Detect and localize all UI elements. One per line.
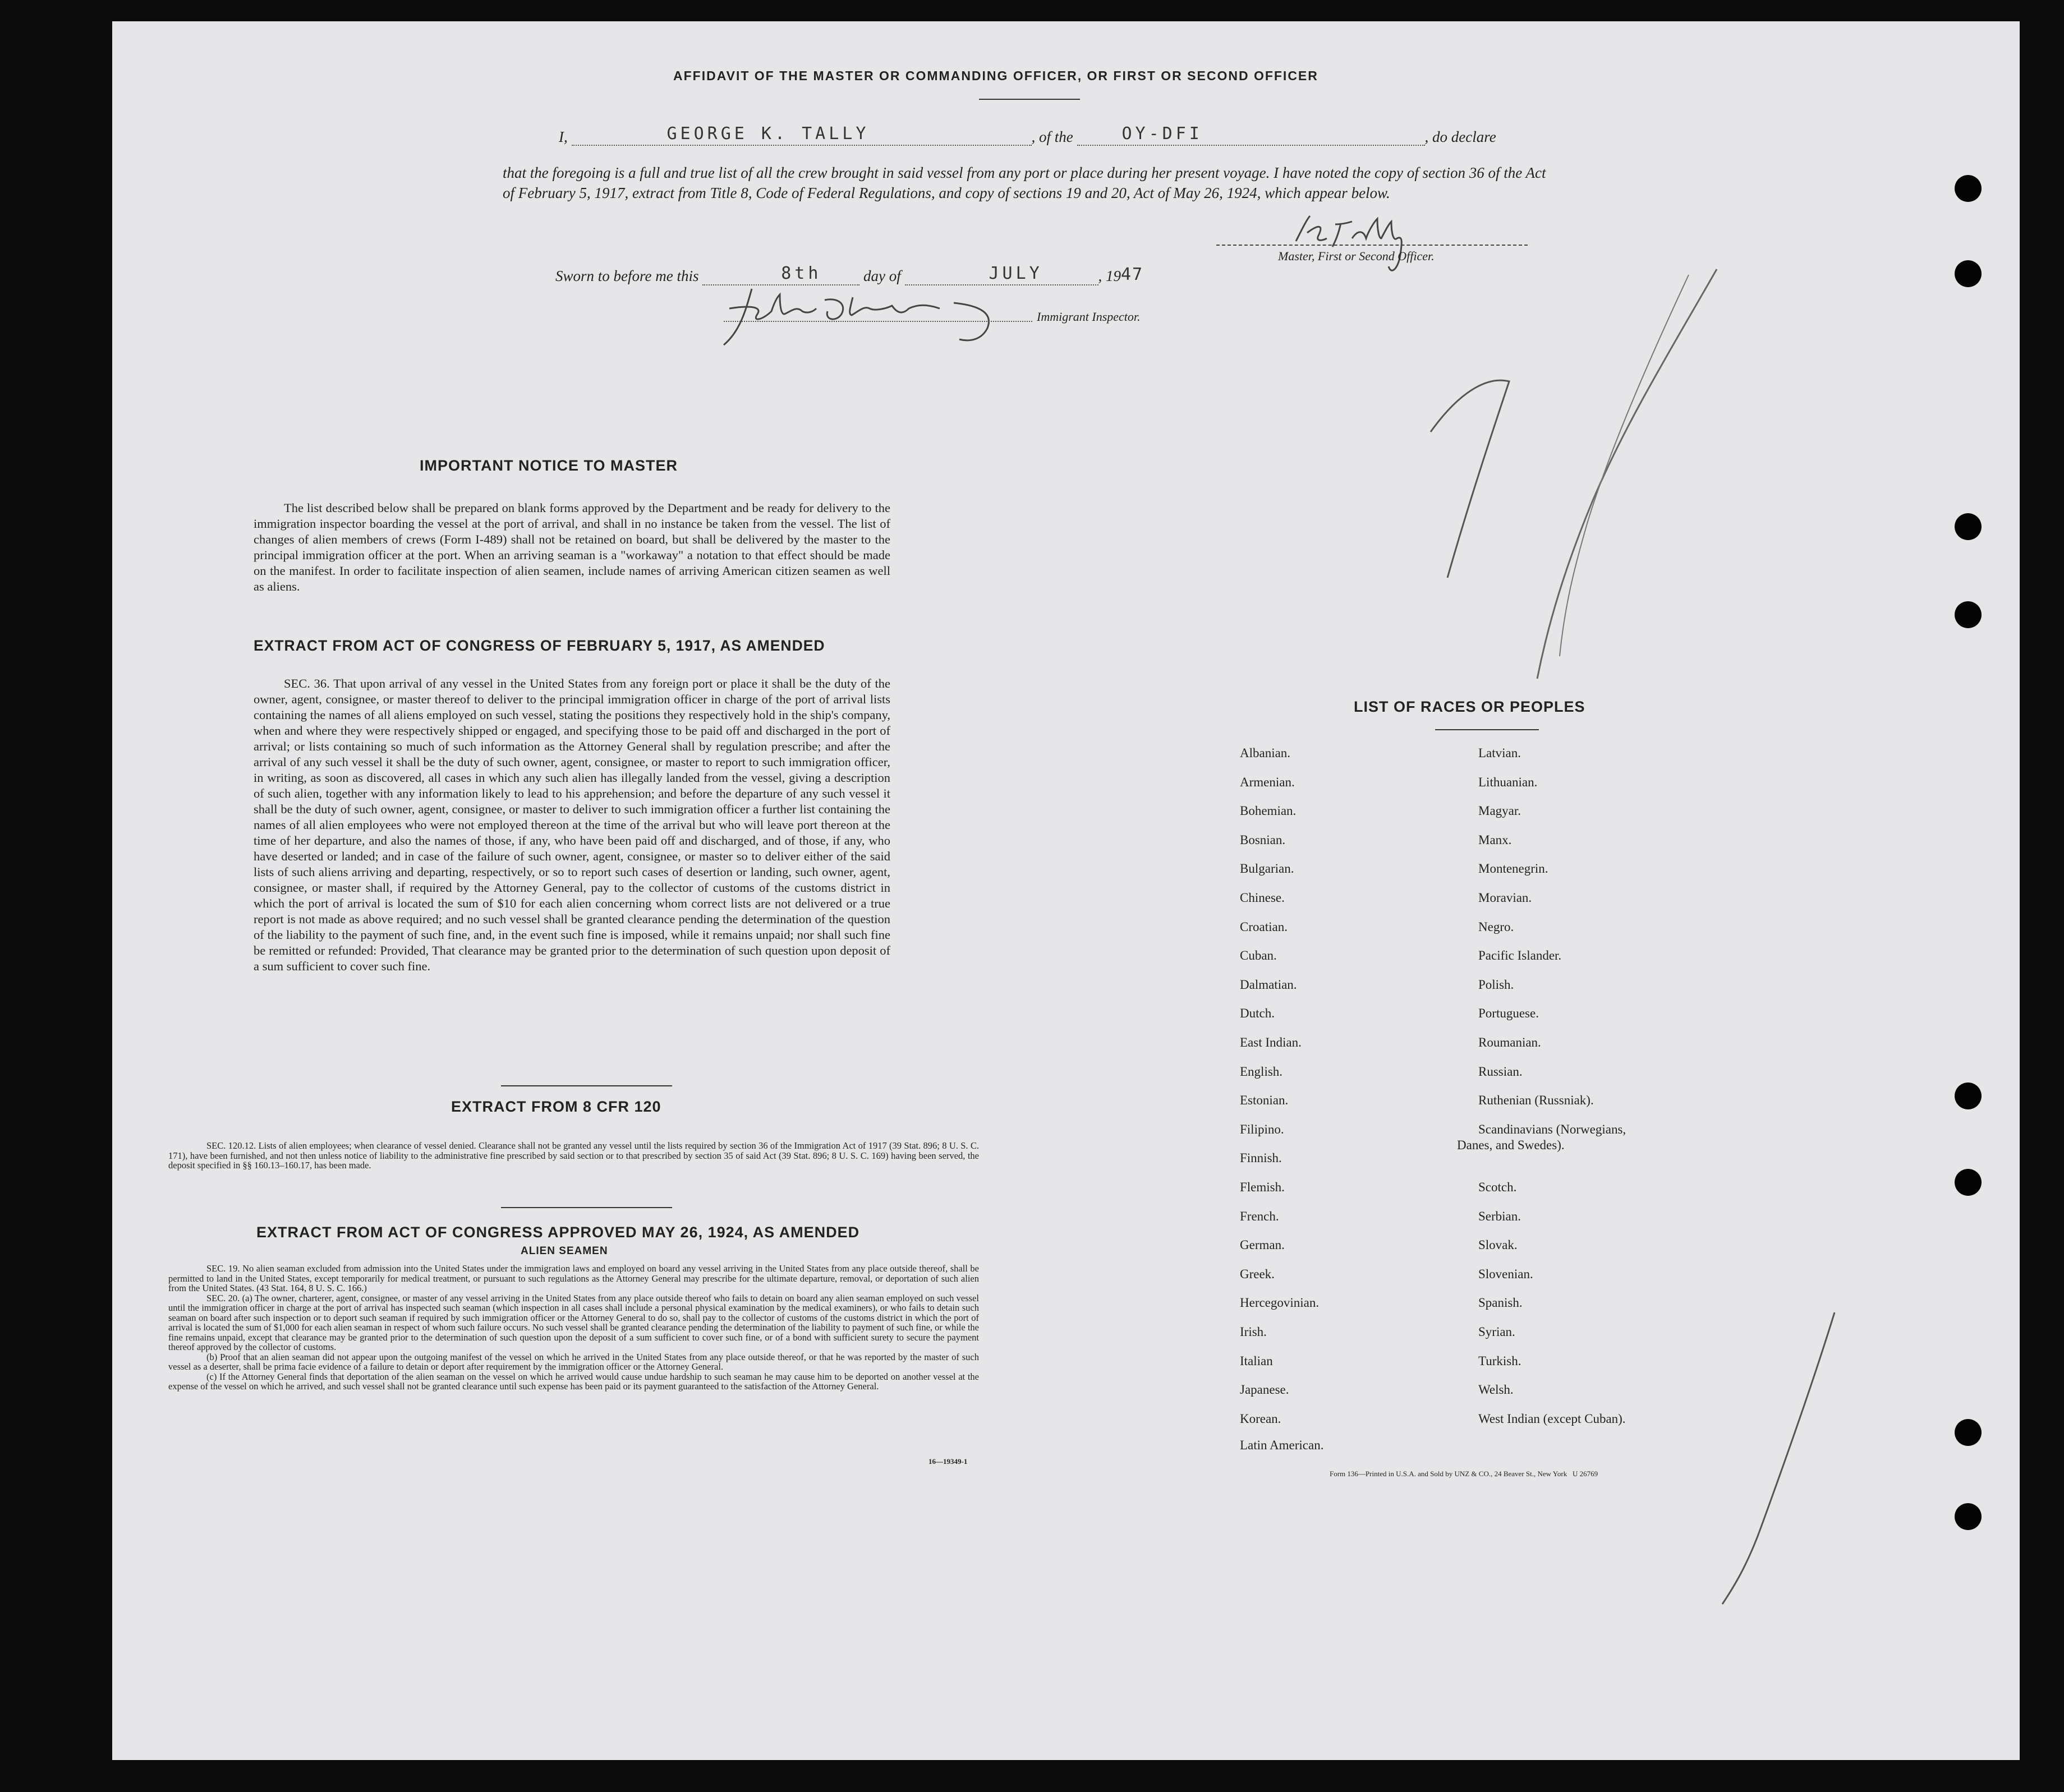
race-item: Polish. [1478,977,1514,992]
race-item: Korean. [1240,1411,1281,1426]
race-item: Cuban. [1240,948,1277,963]
form-printed-note: Form 136—Printed in U.S.A. and Sold by UNZ & CO., 24 Beaver St., New York U 26769 [1330,1469,1598,1478]
race-item: Welsh. [1478,1383,1514,1397]
race-item: Slovenian. [1478,1266,1533,1281]
binder-hole [1955,1503,1982,1530]
race-item: Greek. [1240,1266,1275,1281]
handwritten-mark [1425,264,1739,690]
race-item: Latvian. [1478,746,1521,760]
race-item: Magyar. [1478,804,1521,818]
extract-1917-text: SEC. 36. That upon arrival of any vessel in the United States from any foreign port or place it shall be the duty of the owner, agent, consignee, or master thereof to deliver to the principal immigration officer in charge of the port of arrival lists containing the names of all aliens employed on such vessel, stating the positions they respectively hold in the ship's company, when and where they were respectively shipped or engaged, and specifying those to be paid off and discharged in the port of arrival; or lists containing so much of such information as the Attorney General shall by regulation prescribe; and after the arrival of any such vessel it shall be the duty of such owner, agent, consignee, or master to report to such immigration officer, in writing, as soon as discovered, all cases in which any such alien has illegally landed from the vessel, giving a description of such alien, together with any information likely to lead to his apprehension; and before the departure of any such vessel it shall be the duty of such owner, agent, consignee, or master to deliver to such immigration officer a further list containing the names of all alien employees who were not employed thereon at the time of the arrival but who will leave port thereon at the time of her departure, and also the names of those, if any, who have been paid off and discharged, and of those, if any, who have deserted or landed; and in case of the failure of such owner, agent, consignee, or master so to deliver either of the said lists of such aliens arriving and departing, respectively, or so to report such cases of desertion or landing, such owner, agent, consignee, or master shall, if required by the Attorney General, pay to the collector of customs of the customs district in which the port of arrival is located the sum of $10 for each alien concerning whom correct lists are not delivered or a true report is not made as above required; and no such vessel shall be granted clearance pending the determination of the question of the liability to the payment of such fine, and, in the event such fine is imposed, while it remains unpaid; nor shall such fine be remitted or refunded: Provided, That clearance may be granted prior to the determination of such question upon deposit of a sum sufficient to cover such fine. [254,676,890,973]
inspector-caption: Immigrant Inspector. [1037,310,1141,324]
binder-hole [1955,175,1982,202]
i-label: I, [559,128,568,145]
extract-1917-title: EXTRACT FROM ACT OF CONGRESS OF FEBRUARY 5, 1917, AS AMENDED [254,637,825,654]
handwritten-mark [1717,1307,1840,1610]
day-handwritten: 8th [781,264,822,283]
name-handwritten: GEORGE K. TALLY [666,124,870,144]
race-item: Moravian. [1478,891,1532,905]
binder-hole [1955,1082,1982,1109]
race-item: Flemish. [1240,1180,1285,1194]
race-item: Dutch. [1240,1006,1275,1021]
vessel-field [1077,124,1425,146]
month-handwritten: JULY [989,264,1043,283]
sworn-label: Sworn to before me this [555,268,699,284]
extract-1924-body [168,1264,979,1392]
cfr-title: EXTRACT FROM 8 CFR 120 [451,1098,661,1115]
race-item: Italian [1240,1353,1273,1368]
race-item: French. [1240,1209,1279,1223]
affidavit-title: AFFIDAVIT OF THE MASTER OR COMMANDING OFFICER, OR FIRST OR SECOND OFFICER [673,68,1318,83]
divider [501,1207,672,1208]
master-signature [1285,208,1431,286]
race-item: Roumanian. [1478,1035,1541,1049]
race-item: Slovak. [1478,1238,1518,1252]
declare-label: , do declare [1424,128,1496,145]
race-item: Montenegrin. [1478,862,1548,876]
race-item: Bulgarian. [1240,862,1294,876]
race-item: Spanish. [1478,1296,1523,1310]
race-item: Negro. [1478,919,1514,934]
sec-20c-text: (c) If the Attorney General finds that deportation of the alien seaman on the vessel on which he arrived would cause undue hardship to such seaman he may cause him to be deported on another vessel at the expense of the vessel on which he arrived, and such vessel shall not be granted clearance until such expense has been paid or its payment guaranteed to the satisfaction of the Attorney General. [168,1371,979,1392]
race-item: Estonian. [1240,1093,1289,1108]
sec-20b-text: (b) Proof that an alien seaman did not appear upon the outgoing manifest of the vessel on which he arrived in the United States from any place outside thereof, or that he was reported by the master of such vessel as a deserter, shall be prima facie evidence of a failure to detain or deport after requirement by the immigration officer or the Attorney General. [168,1351,979,1372]
race-item: Scotch. [1478,1180,1517,1194]
affidavit-body: that the foregoing is a full and true list of all the crew brought in said vessel from any port or place during her present voyage. I have noted the copy of section 36 of the Act of February 5, 1917, extract from Title 8, Code of Federal Regulations, and copy of sections 19 and 20, Act of May 26, 1924, which appear below. [503,164,1546,201]
race-item: Albanian. [1240,746,1291,760]
extract-1924-subtitle: ALIEN SEAMEN [521,1245,608,1257]
race-item: Serbian. [1478,1209,1521,1223]
divider [1435,729,1539,730]
race-item: Japanese. [1240,1383,1289,1397]
race-item: Bohemian. [1240,804,1297,818]
race-item: West Indian (except Cuban). [1478,1411,1626,1426]
race-item: Syrian. [1478,1325,1515,1339]
race-item: Latin American. [1240,1438,1324,1453]
inspector-line [724,321,1032,322]
race-item: Croatian. [1240,919,1288,934]
binder-hole [1955,1169,1982,1196]
race-item: Russian. [1478,1064,1523,1079]
name-field [572,124,1032,146]
form-code: 16—19349-1 [928,1457,968,1466]
race-item: Hercegovinian. [1240,1296,1320,1310]
extract-1924-title: EXTRACT FROM ACT OF CONGRESS APPROVED MAY 26, 1924, AS AMENDED [256,1224,860,1241]
of-the-label: , of the [1031,128,1073,145]
notice-title: IMPORTANT NOTICE TO MASTER [420,457,678,474]
affidavit-declaration-line [559,124,1496,146]
year-handwritten: 47 [1121,265,1144,284]
race-item: Bosnian. [1240,832,1286,847]
race-item: Dalmatian. [1240,977,1297,992]
races-title: LIST OF RACES OR PEOPLES [1354,698,1585,715]
sec-19-text: SEC. 19. No alien seaman excluded from admission into the United States under the immigration laws and employed on board any vessel arriving in the United States from any place outside thereof, shall be permitted to land in the United States, except temporarily for medical treatment, or pursuant to such regulations as the Attorney General may prescribe for the ultimate departure, removal, or deportation of such alien from the United States. (43 Stat. 164, 8 U. S. C. 166.) [168,1263,979,1293]
vessel-handwritten: OY-DFI [1121,124,1203,144]
year-label: , 19 [1098,268,1121,284]
race-item: Danes, and Swedes). [1457,1137,1565,1152]
race-item: German. [1240,1238,1285,1252]
race-item: English. [1240,1064,1283,1079]
race-item: Finnish. [1240,1151,1282,1166]
notice-text: The list described below shall be prepared on blank forms approved by the Department and be ready for delivery to the immigration inspector boarding the vessel at the port of arrival, and shall in no instance be taken from the vessel. The list of changes of alien members of crews (Form I-489) shall not be retained on board, but shall be delivered by the master to the principal immigration officer at the port. When an arriving seaman is a "workaway" a notation to that effect should be made on the manifest. In order to facilitate inspection of alien seamen, include names of arriving American citizen seamen as well as aliens. [254,501,890,593]
race-item: Scandinavians (Norwegians, [1478,1122,1626,1136]
binder-hole [1955,1419,1982,1446]
day-label: day of [863,268,901,284]
inspector-signature [718,280,1032,353]
race-item: Manx. [1478,832,1512,847]
sec-20a-text: SEC. 20. (a) The owner, charterer, agent, consignee, or master of any vessel arriving in the United States from any place outside thereof who fails to detain on board any alien seaman employed on such vessel until the immigration officer in charge at the port of arrival has inspected such seaman (which inspection in all cases shall include a personal physical examination by the medical examiners), or who fails to detain such seaman on board after such inspection or to deport such seaman if required by such immigration officer or the Attorney General to do so, shall pay to the collector of customs of the customs district in which the port of arrival is located the sum of $1,000 for each alien seaman in respect of whom such failure occurs. No such vessel shall be granted clearance pending the determination of the liability to payment of such fine, or while the fine remains unpaid, except that clearance may be granted prior to the determination of such question upon the deposit of a sum sufficient to cover such fine, or of a bond with sufficient surety to secure the payment thereof approved by the collector of customs. [168,1292,979,1352]
race-item: Ruthenian (Russniak). [1478,1093,1594,1108]
race-item: Chinese. [1240,891,1285,905]
binder-hole [1955,260,1982,287]
race-item: Turkish. [1478,1353,1521,1368]
binder-hole [1955,601,1982,628]
race-item: Filipino. [1240,1122,1284,1136]
race-item: Irish. [1240,1325,1267,1339]
race-item: East Indian. [1240,1035,1302,1049]
race-item: Armenian. [1240,775,1295,789]
race-item: Portuguese. [1478,1006,1539,1021]
race-item: Lithuanian. [1478,775,1538,789]
binder-hole [1955,513,1982,540]
cfr-text: SEC. 120.12. Lists of alien employees; when clearance of vessel denied. Clearance shall not be granted any vessel until the lists required by section 36 of the Immigration Act of 1917 (39 Stat. 896; 8 U. S. C. 171), have been furnished, and not then unless notice of liability to the administrative fine prescribed by said section or to that prescribed by section 35 of said Act (39 Stat. 896; 8 U. S. C. 169) having been served, the deposit specified in §§ 160.13–160.17, has been made. [168,1140,979,1171]
master-caption: Master, First or Second Officer. [1278,249,1435,263]
divider [979,99,1080,100]
divider [501,1085,672,1086]
race-item: Pacific Islander. [1478,948,1562,963]
